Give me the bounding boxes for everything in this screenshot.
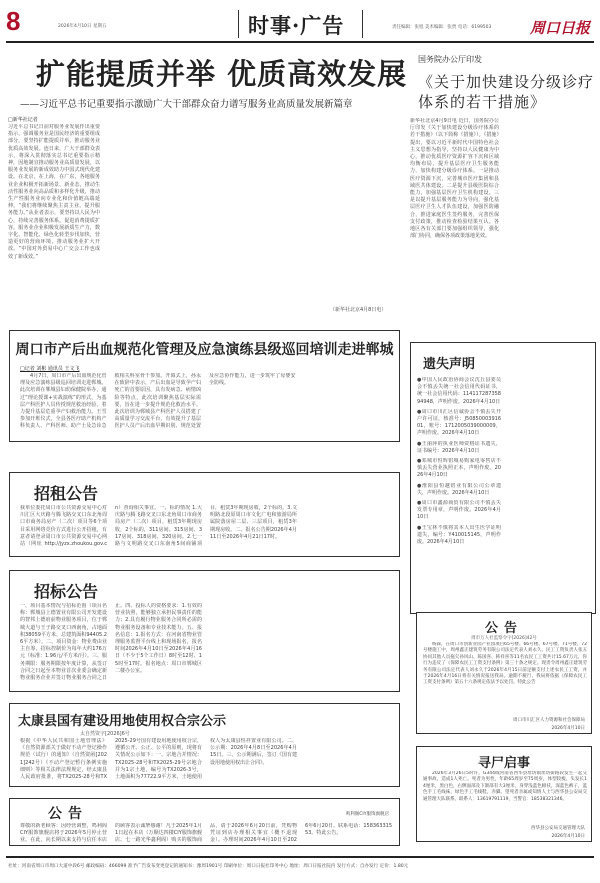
- lead-title: 扩能提质并举 优质高效发展: [36, 57, 408, 91]
- page-number: 8: [6, 6, 21, 36]
- masthead-logo: 周口日报: [530, 19, 591, 37]
- wage-notice: [416, 612, 592, 734]
- search-date: 2026年4月10日: [551, 834, 585, 839]
- body-search-notice: [416, 746, 592, 842]
- rent-body: 我单位委托周口市公共资源交易中心对川汇区大庆路与腾飞路交叉口东北角周口市商务局房产（二次）项目等6个项目采用网络竞价方式进行公开招租，有意者请登录周口市公共资源交易中心网站（网址 http://jyzx.zhoukou.gov.cn）查询相关事宜。一、标的情况 1.大庆路与腾飞路交叉口东北角周口市商务局房产（二次）项目，租赁3年期现房收，2个标的，311房间、315房间、317房间、318房间、320房间。2.七一路与文明路交叉口东南角5间商铺项目，租赁3年期现房收，2个标的。3.文明路北段原周口市文化广电和旅游局所属院落房屋二层、三层项目，租赁3年期现房收。二、报名公告期2026年4月11日至2026年4月21日17时。: [20, 505, 297, 548]
- header-divider-right: [362, 10, 363, 38]
- land-body: 根据《中华人民共和国土地管理法》《自然资源部关于做好不动产登记操作规范（试行）的通知》（自然资函[2021]242号）《不动产登记暂行条例实施细则》等相关法律法规规定，经太康县人民政府批准，将TX2025-28号和TX2025-29号国有建设用地使用权合宗，遵循公开、公正、公平的原则，现将有关情况公示如下：一、宗地合并情况：TX2025-28号和TX2025-29号宗地合并为1宗土地，编号为TX2026-3号，土地面积为77722.9平方米，土地使用权人为太康县恒祥置业有限公司。二、公示期：2026年4月8日至2026年4月15日。三、公示期满后，签订《国有建设用地使用权出让合同》。: [20, 738, 297, 781]
- wage-title: 公告: [484, 621, 523, 636]
- tender-notice: [9, 570, 400, 692]
- search-title: 寻尸启事: [477, 756, 530, 771]
- closure-title: 公告: [48, 806, 88, 822]
- header-divider-left: [238, 10, 239, 38]
- search-body: 2026年3月26日5时许，G344线河南省西华县址坊镇址坊街路段发生一起交通事故，造成1人死亡。死者为男性，年龄65周岁至75周岁，体型较瘦，头发长14厘米，黑白色，右侧面部及下颌部有大3厘米，身穿浅蓝色棉袄，深蓝色裤子，蓝色手工毛线袜，绿色手工毛线鞋，赤脚。望死者亲属或知情人士与西华县公安局交通管理大队联系。联系人：13619791119，当警官：18538321346。: [423, 771, 587, 802]
- training-article: [9, 330, 400, 442]
- wage-body: 杨森，在周口市创新业园产业园项目65号楼、66号楼、67号楼、71号楼、72号楼施工中，周州鑫正建筑劳务有限公司法定代表人刘永久、民工工资负责人张五协同其他人员拖欠孙风山、陈国喜、韩祥喜等11名农民工工资共计15.67万元，你行为违反了《保障农民工工资支付条例》第三十条之规定。现责令周州鑫正建筑劳务有限公司法定代表人刘永久于2026年4月15日前足额支付上述农民工工资，并于2026年4月16日将有关情况报送我局。逾期不履行，我局将依据《保障农民工工资支付条例》第五十六条规定依法予以处罚。特此公告: [423, 642, 587, 686]
- wage-doc-no: 周市万人社监察令字[2026]42号: [471, 636, 537, 641]
- lead-byline: □新华社记者: [8, 117, 38, 123]
- lead-subtitle: ——习近平总书记重要指示激励广大干部群众奋力谱写服务业高质量发展新篇章: [20, 99, 353, 110]
- lost-item: ●周口市川汇区信诚协会不慎丢失开户许可证，核准号：J5085000391601，账号：1712005039000009，声明作废。2026年4月10日: [417, 408, 501, 437]
- closure-signature: 鸣利阁CIY服饰旗舰店: [345, 812, 389, 817]
- section-title: 时事·广告: [248, 13, 345, 38]
- land-notice: [9, 703, 400, 787]
- wage-signature: 周口市川汇区人力资源和社会保障局: [513, 718, 585, 723]
- header-rule: [6, 41, 594, 43]
- tender-title: 招标公告: [34, 582, 99, 601]
- footer-info: 社址：河南省周口市周口大道中段6号 邮政编码：466099 准予广告发布变更登记的通知书：豫周1901号 印刷单位：周口日报社印务中心 地址：周口日报社院内 发行方式：自办发行 定价：1.80元: [8, 864, 409, 869]
- land-title: 太康县国有建设用地使用权合宗公示: [18, 714, 227, 729]
- policy-body: 新华社北京4月9日电 近日，国务院办公厅印发《关于加快建设分级诊疗体系的若干措施》（以下简称《措施》）。《措施》提出，要以习近平新时代中国特色社会主义思想为指导，坚持以人民健康为中心，推动优质医疗资源扩容下沉和区域均衡布局，提升基层医疗卫生服务能力，加快构建分级诊疗体系。一是推动医疗资源下沉，完善城市医疗集团和县域医共体建设。二是提升县级医院综合能力，加强基层医疗卫生机构建设。三是以提升基层服务能力为导向，强化基层医疗卫生人才队伍建设，加强医防融合，推进家庭医生签约服务，完善医保支付政策，推动检查检验结果互认。各地区各有关部门要加强组织领导，强化部门协同，确保各项政策落地见效。: [410, 118, 499, 240]
- training-title: 周口市产后出血规范化管理及应急演练县级巡回培训走进郸城: [15, 342, 394, 358]
- lost-item: ●淮阳县恒越铝业有限公司公章遗失，声明作废。2026年4月10日: [417, 482, 501, 496]
- closure-notice: [9, 798, 400, 846]
- footer-rule: [6, 856, 594, 858]
- lost-item: ●王宝林不慎将其本人出生医学证明遗失，编号：Y410015145，声明作废。2026年4月10日: [417, 524, 501, 546]
- policy-kicker: 国务院办公厅印发: [418, 55, 482, 64]
- lost-list: [417, 377, 591, 609]
- training-body: 4月7日，周口市产后出血规范化管理及应急演练县级巡回培训走进郸城。此次培训在郸城县妇幼保健院举办，通过“理论授课+实战演练”的形式，为基层产科医护人员传授规范救治经验，着力提升基层危重孕产妇救治能力。王雪参加开班仪式，全县各医疗助产机构产科负责人、产科医师、助产士及急诊急救相关科室骨干参加。开幕式上，孙永在致辞中表示，产后出血是导致孕产妇死亡的首要原因，具有发病急、病情凶险等特点，此次培训聚焦基层实际需要，旨在进一步提升规范化救治水平。此次培训为郸城县产科医护人员搭建了高质量学习交流平台，有效提升了基层医护人员产后出血早期识别、规范处置及应急协作能力，进一步筑牢了母婴安全防线。: [20, 373, 296, 430]
- tender-body: 一、项目基本情况与招标范围（项目名称：郸城县上德置业有限公司开发建设的智邦上德府前物业服务项目，位于郸城大道与王子路交叉口西南角，占地面积38059平方米，总建筑面积94405.26平方米）。二、项目资金：物业费由业主自筹，招标控制价为每年大约176万元（标准：1.96元/平方米/月）。三、服务期限：服务期限按年度计算，从签订合同之日起至本物业首次业委会确定新物业服务企业并签订物业服务合同之日止。四、投标人的资格要求：1.有效的营业执照，能够独立承担民事责任的能力；2.具有履行物业服务合同所必需的物业服务设备和专业技术能力。五、报名信息：1.报名方式：在河南省物业管理服务监督平台线上和现场报名，报名时间2026年4月10日至2026年4月16日（不少于5个工作日）8时至12时、15时至17时。报名地点：周口市郸城区二楼办公室。: [20, 603, 202, 682]
- lost-declarations: [410, 342, 596, 614]
- lead-source: （新华社北京4月8日电）: [330, 307, 387, 313]
- training-byline: □记者 刘彬 通讯员 王文飞: [20, 366, 80, 372]
- land-doc-no: 太自然资字[2026]6号: [80, 731, 130, 737]
- wage-date: 2026年4月10日: [551, 726, 585, 731]
- lost-item: ●周口市鑫源商贸有限公司不慎丢失发票专用章，声明作废。2026年4月10日: [417, 500, 501, 521]
- lost-title: 遗失声明: [423, 357, 476, 372]
- lost-item: ●中国人民政治协商会议沈丘县委员会不慎丢失统一社会信用代码证书，统一社会信用代码：11411728735894948，声明作废。2026年4月10日: [417, 377, 501, 405]
- policy-title: 《关于加快建设分级诊疗体系的若干措施》: [418, 73, 595, 111]
- rent-notice: [9, 472, 400, 557]
- search-signature: 西华县公安局交通管理大队: [531, 826, 585, 831]
- lead-body: 习近平总书记日前对服务业发展作出重要指示，强调服务业是国民经济的重要组成部分，要坚持扩能提质并举，推动服务业优质高效发展。连日来，广大干部群众表示，将深入贯彻落实总书记重要指示精神，因地制宜推动服务业高质量发展，以服务业发展的新成效助力中国式现代化建设。在北京，在上海，在广东，各地服务业企业积极开拓新场景、新业态，推动生活性服务业向高品质和多样化升级，推动生产性服务业向专业化和价值链高端延伸。“我们将继续聚焦主责主业，提升服务能力。”从业者表示，要坚持以人民为中心，持续完善服务体系，促进消费提质扩容。服务业企业积极发展新质生产力，数字化、智能化、绿色化转型步伐加快，营造更好的营商环境，推动服务业扩大开放。“中国对外贸易中心广交会工作也成效了新成效。”: [8, 124, 100, 260]
- closure-body: 尊敬的新老顾客：因经营调整，鸣利阁CIY服饰旗舰店将于2026年5月停止营业。在此，向长期以来支持与信任本店的顾客表示诚挚感谢！凡于2025年1月1日起在本店（万顺达四楼CIY服饰旗舰店、七一路光华鑫利阁）购买的服饰商品，请于2026年6月20日前，凭购物凭证到店办理相关事宜（概不退现金）。办理时间2026年4月10日至2026年6月20日。联系电话：15836331553。特此公告。: [20, 823, 392, 844]
- lost-item: ●王丽萍的执业医师资格证书遗失，证书编号：2026年4月10日: [417, 440, 501, 454]
- issue-date: 2026年4月10日 星期五: [58, 24, 107, 29]
- rent-title: 招租公告: [34, 484, 99, 503]
- lost-item: ●邓城市恒辉铝城易购家电零售店不慎丢失营业执照正本，声明作废。2026年4月10日: [417, 458, 501, 479]
- editor-info: 责任编辑：张旭 美术编辑：张贾 电话：6199503: [392, 25, 492, 30]
